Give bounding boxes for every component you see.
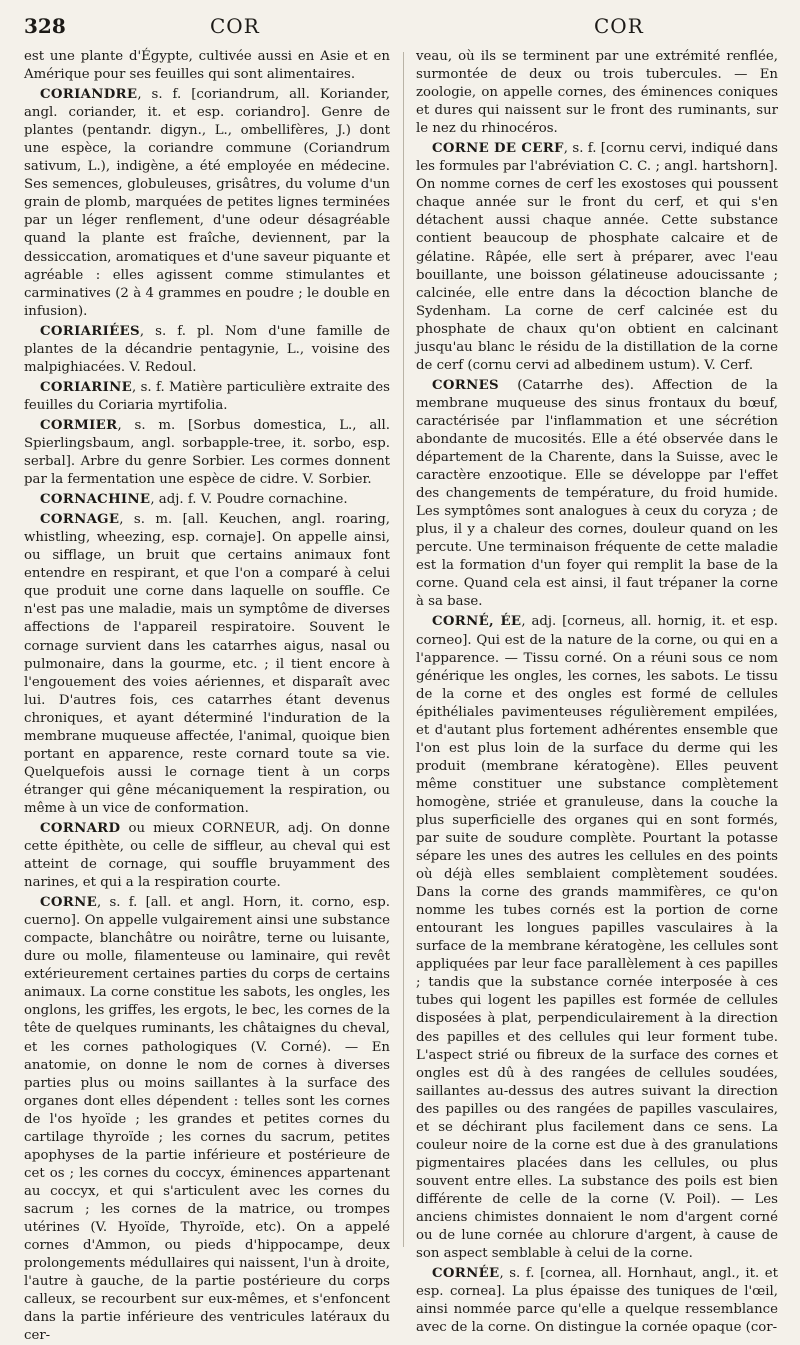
entry-text: , s. m. [Sorbus domestica, L., all. Spierlingsbaum, angl. sorbapple-tree, it. sorbo, esp. serbal]. Arbre du genre Sorbier. Les cormes donnent par la fermentation une espèce de cidre. V. Sorbier. <box>24 417 390 488</box>
entry-text: ou mieux CORNEUR, adj. On donne cette épithète, ou celle de siffleur, au cheval qui est atteint de cornage, qui souffle bruyamment des narines, et qui a la respiration courte. <box>24 820 390 891</box>
entry-text: , s. f. [coriandrum, all. Koriander, angl. coriander, it. et esp. coriandro]. Genre de plantes (pentandr. digyn., L., ombellifères, J.) dont une espèce, la coriandre commune (Coriandrum sativum, L.), indigène, a été employée en médecine. Ses semences, globuleuses, grisâtres, du volume d'un grain de plomb, marquées de petites lignes terminées par un léger renflement, d'une odeur désagréable quand la plante est fraîche, deviennent, par la dessiccation, aromatiques et d'une saveur piquante et agréable : elles agissent comme stimulantes et carminatives (2 à 4 grammes en poudre ; le double en infusion). <box>24 87 390 319</box>
entry-text: est une plante d'Égypte, cultivée aussi en Asie et en Amérique pour ses feuilles qui sont alimentaires. <box>24 49 390 83</box>
dictionary-entry <box>416 613 778 1263</box>
entry-text: veau, où ils se terminent par une extrémité renflée, surmontée de deux ou trois tubercules. — En zoologie, on appelle cornes, des éminences coniques et dures qui naissent sur le front des ruminants, sur le nez du rhinocéros. <box>416 49 778 137</box>
dictionary-entry <box>416 140 778 375</box>
entry-headword: CORNE DE CERF <box>432 141 564 157</box>
dictionary-entry <box>24 86 390 321</box>
dictionary-entry <box>416 1265 778 1337</box>
entry-text: , adj. f. V. Poudre cornachine. <box>150 492 348 508</box>
dictionary-entry <box>24 323 390 377</box>
entry-headword: CORNE <box>40 895 98 911</box>
entry-headword: CORNAGE <box>40 512 120 528</box>
running-head-left: COR <box>210 14 260 38</box>
entry-headword: CORNES <box>432 377 499 393</box>
entry-text: , s. f. pl. Nom d'une famille de plantes de la décandrie pentagynie, L., voisine des malpighiacées. V. Redoul. <box>24 323 390 375</box>
page-header <box>24 14 776 48</box>
dictionary-entry <box>24 894 390 1345</box>
column-divider <box>403 52 404 1247</box>
entry-text: , s. f. Matière particulière extraite des feuilles du Coriaria myrtifolia. <box>24 379 390 413</box>
running-head-right: COR <box>594 14 644 38</box>
entry-headword: CORIARIÉES <box>40 323 140 339</box>
entry-headword: CORNÉE <box>432 1266 500 1282</box>
entry-headword: CORNACHINE <box>40 492 151 508</box>
entry-headword: CORMIER <box>40 417 118 433</box>
dictionary-entry <box>24 417 390 489</box>
entry-text: , s. f. [cornu cervi, indiqué dans les formules par l'abréviation C. C. ; angl. hartshorn]. On nomme cornes de cerf les exostoses qui poussent chaque année sur le front du cerf, et qui s'en détachent aussi chaque année. Cette substance contient beaucoup de phosphate calcaire et de gélatine. Râpée, elle sert à préparer, avec l'eau bouillante, une boisson gélatineuse adoucissante ; calcinée, elle entre dans la décoction blanche de Sydenham. La corne de cerf calcinée est du phosphate de chaux qu'on obtient en calcinant jusqu'au blanc le résidu de la distillation de la corne de cerf (cornu cervi ad albedinem ustum). V. Cerf. <box>416 141 778 373</box>
left-column <box>24 48 390 1344</box>
entry-text: , s. m. [all. Keuchen, angl. roaring, whistling, wheezing, esp. cornaje]. On appelle ainsi, ou sifflage, un bruit que certains animaux font entendre en respirant, et que l'on a comparé à celui que produit une corne dans laquelle on souffle. Ce n'est pas une maladie, mais un symptôme de diverses affections de l'appareil respiratoire. Souvent le cornage survient dans les catarrhes aigus, nasal ou pulmonaire, dans la gourme, etc. ; il tient encore à l'engouement des voies aériennes, et disparaît avec lui. D'autres fois, ces catarrhes étant devenus chroniques, et ayant déterminé l'induration de la membrane muqueuse affectée, l'animal, quoique bien portant en apparence, reste cornard toute sa vie. Quelquefois aussi le cornage tient à un corps étranger qui gêne mécaniquement la respiration, ou même à un vice de conformation. <box>24 512 390 816</box>
dictionary-entry <box>24 511 390 818</box>
dictionary-entry <box>24 48 390 84</box>
dictionary-entry <box>416 377 778 612</box>
right-column <box>416 48 778 1336</box>
entry-text: (Catarrhe des). Affection de la membrane muqueuse des sinus frontaux du bœuf, caractérisée par l'inflammation et une sécrétion abondante de mucosités. Elle a été observée dans le département de la Charente, dans la Suisse, avec le caractère enzootique. Elle se développe par l'effet des changements de température, du froid humide. Les symptômes sont analogues à ceux du coryza ; de plus, il y a chaleur des cornes, douleur quand on les percute. Une terminaison fréquente de cette maladie est la formation d'un foyer qui remplit la base de la corne. Quand cela est ainsi, il faut trépaner la corne à sa base. <box>416 377 778 610</box>
dictionary-entry <box>24 379 390 415</box>
dictionary-entry <box>416 48 778 138</box>
entry-headword: CORIARINE <box>40 379 133 395</box>
entry-headword: CORNÉ, ÉE <box>432 614 522 630</box>
dictionary-entry <box>24 491 390 509</box>
entry-text: , s. f. [cornea, all. Hornhaut, angl., it. et esp. cornea]. La plus épaisse des tuniques de l'œil, ainsi nommée parce qu'elle a quelque ressemblance avec de la corne. On distingue la cornée opaque (cor- <box>416 1266 778 1336</box>
entry-headword: CORNARD <box>40 820 121 836</box>
page-number: 328 <box>24 14 66 38</box>
entry-headword: CORIANDRE <box>40 87 138 103</box>
dictionary-entry <box>24 820 390 892</box>
entry-text: , s. f. [all. et angl. Horn, it. corno, esp. cuerno]. On appelle vulgairement ainsi une substance compacte, blanchâtre ou noirâtre, terne ou luisante, dure ou molle, filamenteuse ou laminaire, qui revêt extérieurement certaines parties du corps de certains animaux. La corne constitue les sabots, les ongles, les onglons, les griffes, les ergots, le bec, les cornes de la tête de quelques ruminants, les châtaignes du cheval, et les cornes pathologiques (V. Corné). — En anatomie, on donne le nom de cornes à diverses parties plus ou moins saillantes à la surface des organes dont elles dépendent : telles sont les cornes de l'os hyoïde ; les grandes et petites cornes du cartilage thyroïde ; les cornes du sacrum, petites apophyses de la partie inférieure et postérieure de cet os ; les cornes du coccyx, éminences appartenant au coccyx, et qui s'articulent avec les cornes du sacrum ; les cornes de la matrice, ou trompes utérines (V. Hyoïde, Thyroïde, etc). On a appelé cornes d'Ammon, ou pieds d'hippocampe, deux prolongements médullaires qui naissent, l'un à droite, l'autre à gauche, de la partie postérieure du corps calleux, se recourbent sur eux-mêmes, et s'enfoncent dans la partie inférieure des ventricules latéraux du cer- <box>24 895 390 1344</box>
entry-text: , adj. [corneus, all. hornig, it. et esp. corneo]. Qui est de la nature de la corne, ou qui en a l'apparence. — Tissu corné. On a réuni sous ce nom générique les ongles, les cornes, les sabots. Le tissu de la corne et des ongles est formé de cellules épithéliales pavimenteuses régulièrement empilées, et d'autant plus fortement adhérentes ensemble que l'on est plus loin de la surface du derme qui les produit (membrane kératogène). Elles peuvent même constituer une substance complètement homogène, striée et granuleuse, dans la couche la plus superficielle des organes qui en sont formés, par suite de soudure complète. Pourtant la potasse sépare les unes des autres les cellules en des points où déjà elles semblaient complètement soudées. Dans la corne des grands mammifères, ce qu'on nomme les tubes cornés est la portion de corne entourant les longues papilles vasculaires à la surface de la membrane kératogène, les cellules sont appliquées par leur face parallèlement à ces papilles ; tandis que la substance cornée interposée à ces tubes qui logent les papilles est formée de cellules disposées à plat, perpendiculairement à la direction des papilles et des cellules qui leur forment tube. L'aspect strié ou fibreux de la surface des cornes et ongles est dû à des rangées de cellules soudées, saillantes au-dessus des autres suivant la direction des papilles ou des rangées de papilles vasculaires, et se déchirant plus facilement dans ce sens. La couleur noire de la corne est due à des granulations pigmentaires placées dans les cellules, ou plus souvent entre elles. La substance des poils est bien différente de celle de la corne (V. Poil). — Les anciens chimistes donnaient le nom d'argent corné ou de lune cornée au chlorure d'argent, à cause de son aspect semblable à celui de la corne. <box>416 614 778 1262</box>
